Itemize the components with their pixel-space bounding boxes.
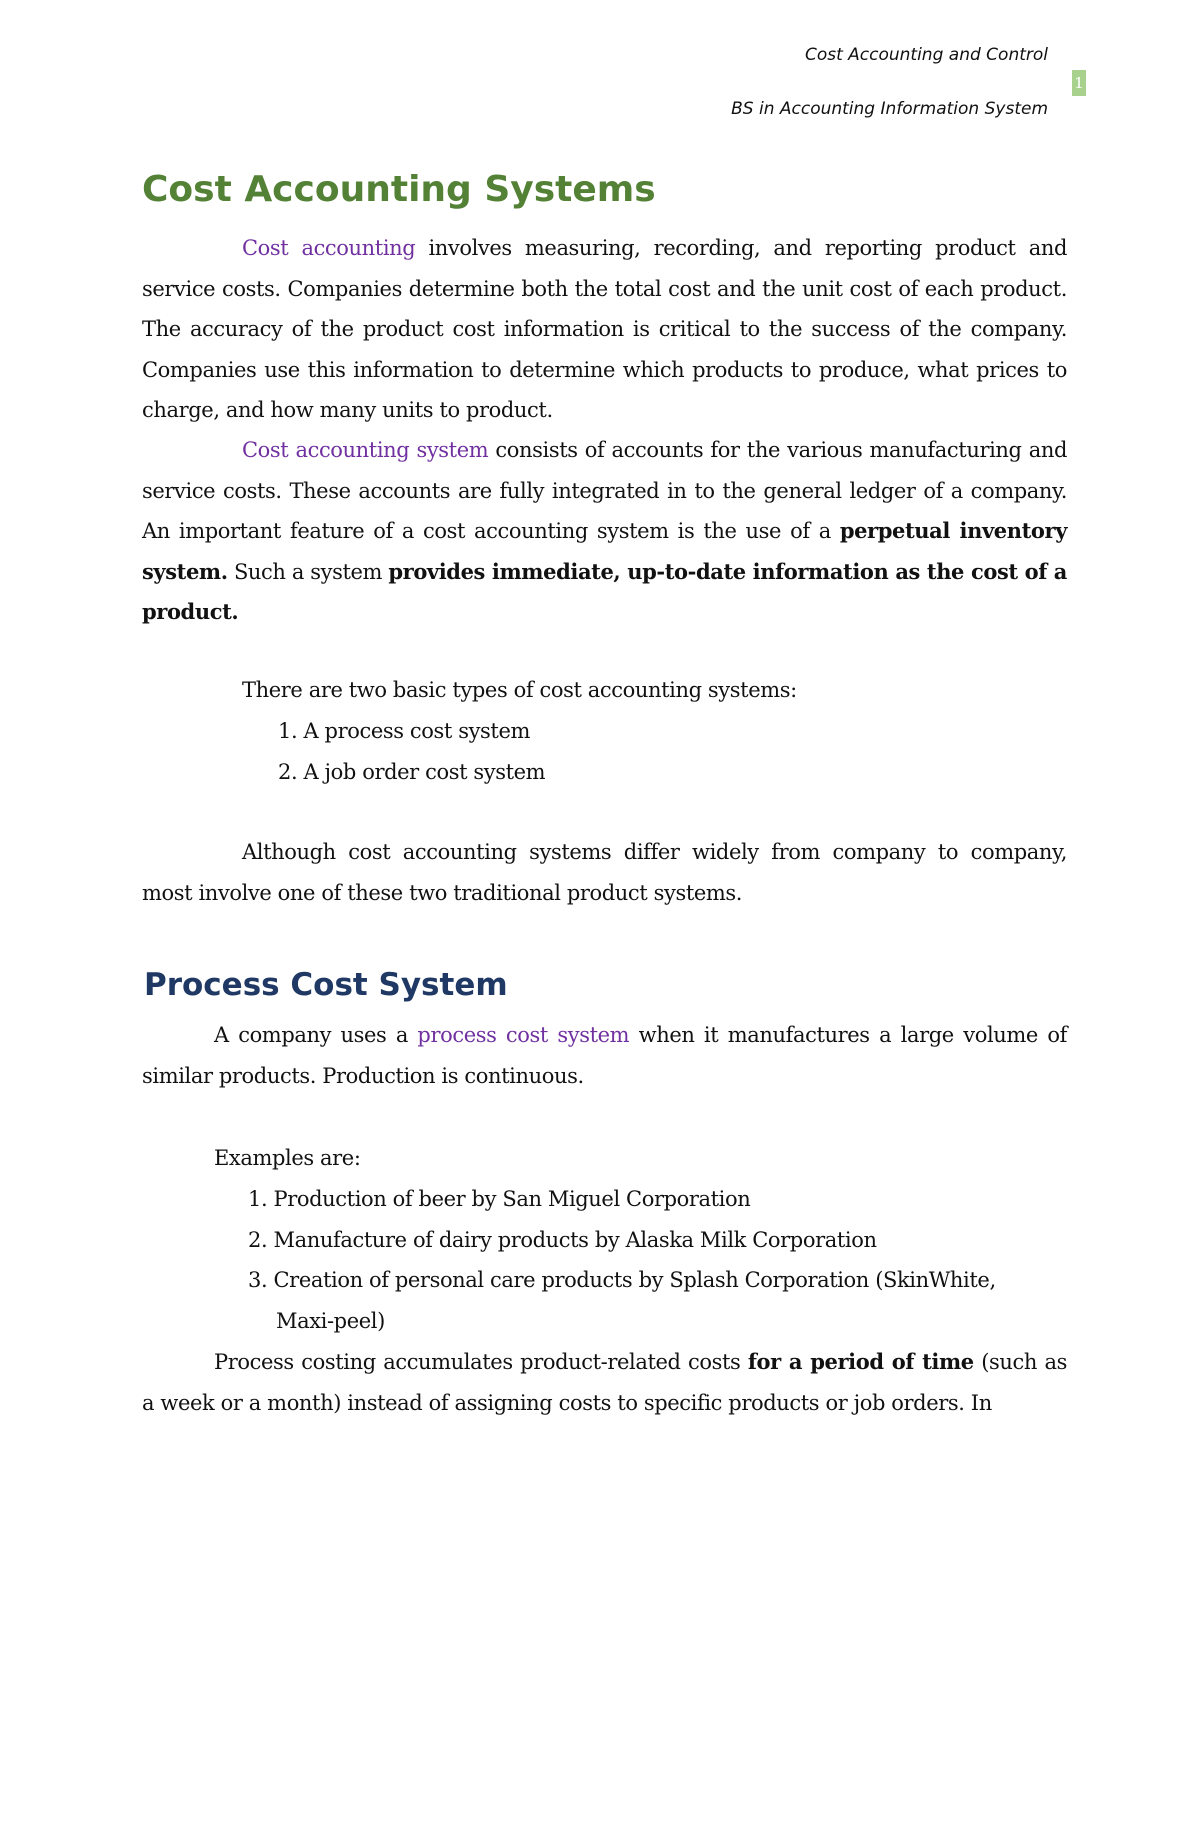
intro-paragraph-2 — [142, 430, 1067, 633]
term-cost-accounting-system: Cost accounting system — [242, 438, 489, 462]
list-item: 1. A process cost system — [278, 719, 530, 743]
list-item: 2. Manufacture of dairy products by Alaska Milk Corporation — [248, 1227, 877, 1252]
header-program-title: BS in Accounting Information System — [731, 99, 1048, 119]
types-closing-paragraph: Although cost accounting systems differ widely from company to company, most involve one of these two traditional product systems. — [142, 840, 1067, 905]
intro-paragraph-1 — [142, 228, 1067, 431]
list-item-continuation: Maxi-peel) — [276, 1308, 385, 1333]
intro-paragraph-2-bold-b: provides immediate, up-to-date information as the cost of a product. — [142, 558, 1067, 624]
intro-paragraph-2-bold-a: perpetual inventory system. — [142, 518, 1067, 584]
process-paragraph-2 — [142, 1342, 1067, 1423]
process-paragraph-2-bold: for a period of time — [747, 1349, 974, 1374]
list-item: 1. Production of beer by San Miguel Corporation — [248, 1187, 751, 1211]
process-paragraph-1-text-b: when it manufactures a large volume of similar products. Production is continuous. — [142, 1023, 1067, 1088]
intro-paragraph-2-text-a: consists of accounts for the various manufacturing and service costs. These accounts are fully integrated in to the general ledger of a company. An important feature of a cost accounting system is the use of a — [142, 438, 1067, 543]
process-paragraph-1 — [142, 1015, 1067, 1096]
intro-paragraph-1-text: involves measuring, recording, and reporting product and service costs. Companies determine both the total cost and the unit cost of each product. The accuracy of the product cost information is critical to the success of the company. Companies use this information to determine which products to produce, what prices to charge, and how many units to product. — [142, 236, 1067, 422]
process-paragraph-2-text-a: Process costing accumulates product-related costs — [214, 1350, 748, 1374]
list-item: 3. Creation of personal care products by Splash Corporation (SkinWhite, — [248, 1268, 996, 1292]
list-item: 2. A job order cost system — [278, 759, 546, 784]
term-cost-accounting: Cost accounting — [242, 236, 416, 260]
examples-lead: Examples are: — [214, 1146, 361, 1170]
page-title: Cost Accounting Systems — [142, 169, 656, 210]
term-process-cost-system: process cost system — [417, 1023, 630, 1047]
page-number: 1 — [1072, 70, 1086, 96]
header-course-title: Cost Accounting and Control — [804, 45, 1048, 65]
types-lead: There are two basic types of cost accounting systems: — [242, 678, 797, 702]
intro-paragraph-2-text-b: Such a system — [227, 559, 389, 584]
examples-list — [248, 1179, 996, 1341]
process-paragraph-1-text-a: A company uses a — [214, 1023, 418, 1047]
section-heading-process-cost: Process Cost System — [144, 967, 508, 1003]
types-list — [278, 711, 545, 792]
process-paragraph-2-text-b: (such as a week or a month) instead of assigning costs to specific products or job orders. In — [142, 1350, 1067, 1415]
